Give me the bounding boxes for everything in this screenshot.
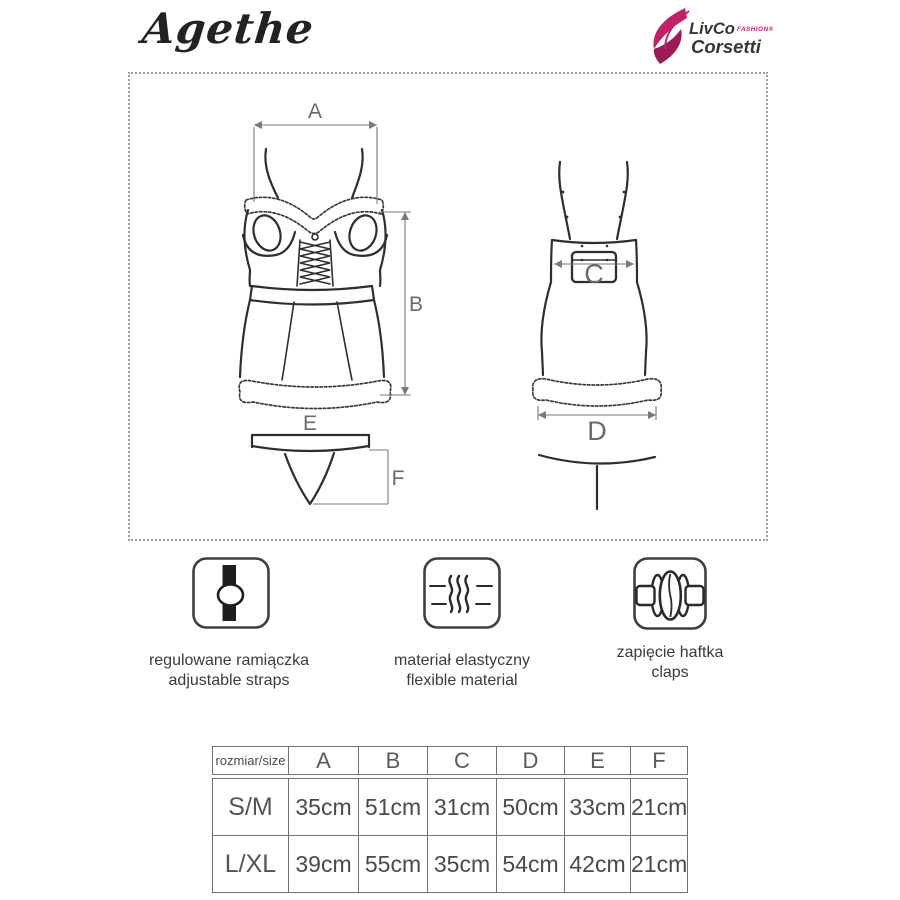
table-row-sm [213, 779, 688, 836]
feature-caption-pl: zapięcie haftka [616, 644, 724, 661]
thong-back-diagram [539, 455, 655, 509]
brand-logo [645, 7, 780, 65]
feature-caption-straps [109, 651, 349, 690]
value-cell: 42cm [565, 836, 631, 893]
column-header-c: C [428, 747, 497, 775]
header-row [213, 747, 688, 775]
value-cell: 31cm [428, 779, 497, 836]
size-table-body [212, 778, 688, 893]
thong-front-diagram [252, 435, 369, 504]
value-cell: 35cm [428, 836, 497, 893]
corner-cell: rozmiar/size [213, 747, 289, 775]
measure-label-b: B [408, 293, 424, 316]
measure-label-f: F [391, 467, 405, 490]
diagram-panel [128, 72, 768, 541]
size-cell: L/XL [213, 836, 289, 893]
value-cell: 51cm [359, 779, 428, 836]
brand-name-top: LivCo [689, 20, 735, 38]
value-cell: 50cm [497, 779, 565, 836]
size-table-header [212, 746, 688, 775]
column-header-b: B [359, 747, 428, 775]
value-cell: 33cm [565, 779, 631, 836]
feature-caption-en: claps [651, 663, 689, 681]
garment-diagram [130, 74, 770, 543]
feature-caption-pl: regulowane ramiączka [148, 652, 310, 669]
column-header-a: A [289, 747, 359, 775]
flexible-material-icon [423, 557, 501, 629]
measure-label-c: C [584, 259, 604, 289]
value-cell: 35cm [289, 779, 359, 836]
value-cell: 21cm [631, 779, 688, 836]
table-row-lxl [213, 836, 688, 893]
feature-caption-material [342, 651, 582, 690]
adjustable-straps-icon [192, 557, 270, 629]
garment-front-diagram [239, 149, 391, 409]
measure-label-a: A [307, 100, 323, 123]
value-cell: 39cm [289, 836, 359, 893]
brand-name-bottom: Corsetti [691, 36, 761, 57]
feature-caption-pl: materiał elastyczny [393, 652, 531, 669]
measure-label-e: E [302, 412, 318, 435]
value-cell: 55cm [359, 836, 428, 893]
column-header-e: E [565, 747, 631, 775]
brand-fashion-label: FASHION® [737, 26, 774, 33]
measurement-marks [254, 100, 656, 504]
feature-caption-en: adjustable straps [168, 671, 290, 689]
value-cell: 54cm [497, 836, 565, 893]
feature-caption-en: flexible material [406, 671, 518, 689]
livco-swoosh-icon [654, 8, 689, 64]
column-header-d: D [497, 747, 565, 775]
column-header-f: F [631, 747, 688, 775]
clasp-icon [633, 557, 707, 631]
page-title: Agethe [140, 4, 317, 53]
feature-caption-clasp [550, 643, 790, 682]
measure-label-d: D [587, 416, 607, 446]
value-cell: 21cm [631, 836, 688, 893]
size-cell: S/M [213, 779, 289, 836]
